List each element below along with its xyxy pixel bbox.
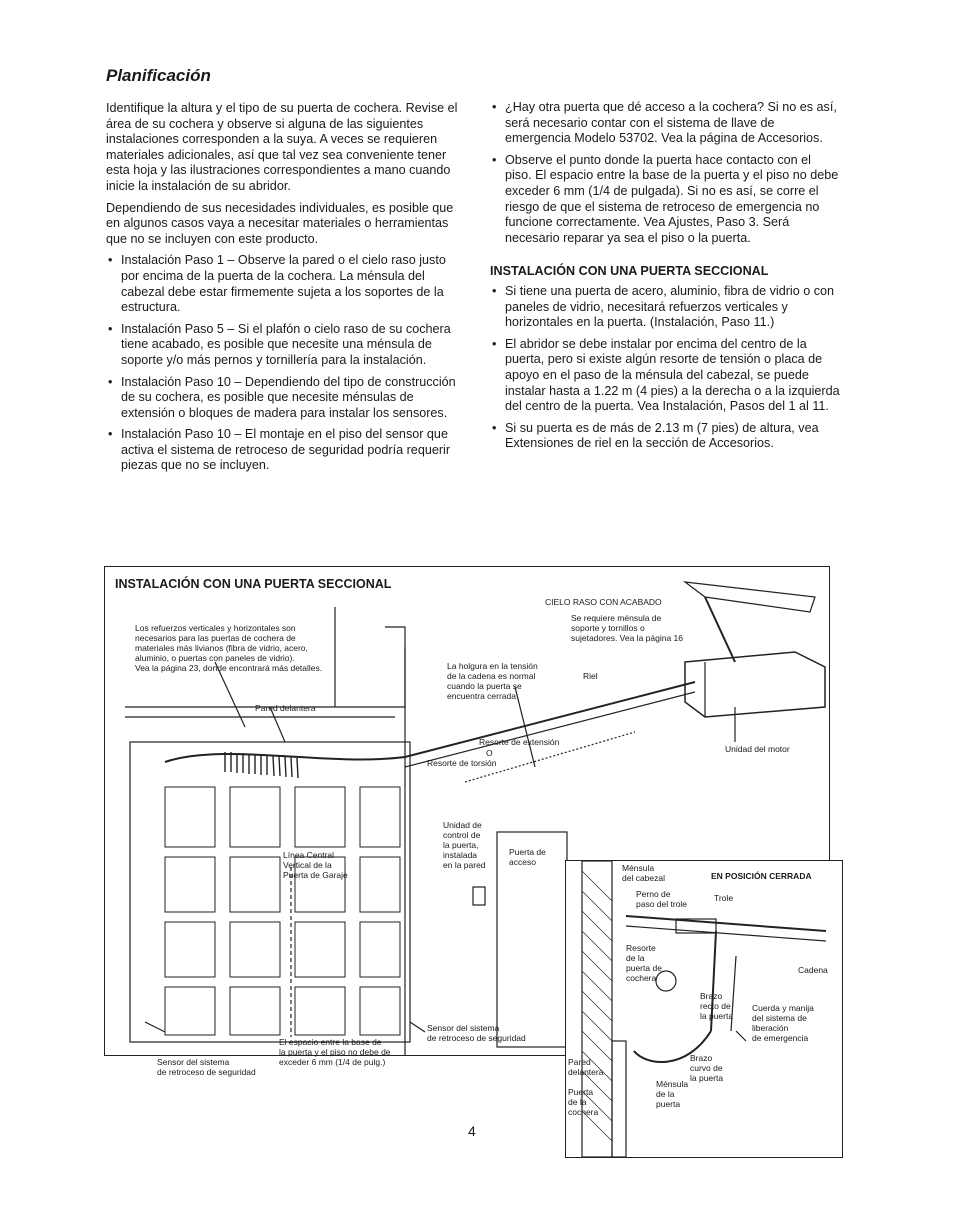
list-item: • Observe el punto donde la puerta hace contacto con el piso. El espacio entre la base de la puerta y el piso no debe exceder 6 mm (1/4 de pulgada). Si no es así, se corre el riesgo de que el sistema de retroceso de emergencia no funcione correctamente. Vea Ajustes, Paso 3. Será necesario reparar ya sea el piso o la puerta. (490, 153, 840, 247)
list-item: • Si su puerta es de más de 2.13 m (7 pies) de altura, vea Extensiones de riel en la sección de Accesorios. (490, 421, 840, 452)
list-item: • Instalación Paso 10 – Dependiendo del tipo de construcción de su cochera, es posible que necesite ménsulas de extensión o bloques de madera para instalar los sensores. (106, 375, 458, 422)
floor-gap-note: El espacio entre la base de la puerta y el piso no debe de exceder 6 mm (1/4 de pulg.) (279, 1037, 391, 1067)
chain-label: Cadena (798, 965, 828, 975)
door-bracket-label: Ménsula de la puerta (656, 1079, 689, 1109)
installation-notes-list (106, 253, 458, 474)
left-column (106, 101, 458, 480)
intro-paragraph: Identifique la altura y el tipo de su puerta de cochera. Revise el área de su cochera y observe si alguna de las siguientes instalaciones corresponden a la suya. A veces se requieren materiales adicionales, así que tal vez sea conveniente tener esta hoja y las ilustraciones correspondientes a mano cuando inicie la instalación de su abridor. (106, 101, 458, 193)
closed-position-inset (565, 860, 843, 1158)
intro-paragraph: Dependiendo de sus necesidades individuales, es posible que en algunos casos vaya a necesitar materiales o herramientas que no se incluyen con este producto. (106, 200, 454, 246)
straight-arm-label: Brazo recto de la puerta (700, 991, 734, 1021)
motor-unit-label: Unidad del motor (725, 744, 790, 754)
reinforcement-note: Los refuerzos verticales y horizontales son necesarios para las puertas de cochera de materiales más livianos (fibra de vidrio, acero, aluminio, o puertas con paneles de vidrio). Vea la página 23, donde encontrará más detalles. (135, 623, 323, 673)
front-wall-label: Pared delantera (255, 703, 316, 713)
chain-slack-note: La holgura en la tensión de la cadena es normal cuando la puerta se encuentra cerrada (447, 661, 538, 701)
safety-sensor-label: Sensor del sistema de retroceso de seguridad (157, 1057, 256, 1077)
header-bracket-label: Ménsula del cabezal (622, 863, 666, 883)
section-subheading: INSTALACIÓN CON UNA PUERTA SECCIONAL (490, 264, 769, 279)
list-item: • Si tiene una puerta de acero, aluminio, fibra de vidrio o con paneles de vidrio, necesitará refuerzos verticales y horizontales en la puerta. (Instalación, Paso 11.) (490, 284, 840, 331)
page-heading: Planificación (106, 66, 211, 85)
support-bracket-note: Se requiere ménsula de soporte y tornillos o sujetadores. Vea la página 16 (571, 613, 684, 643)
finished-ceiling-label: CIELO RASO CON ACABADO (545, 597, 662, 607)
list-item: • Instalación Paso 10 – El montaje en el piso del sensor que activa el sistema de retroceso de seguridad podría requerir piezas que no se incluyen. (106, 427, 458, 474)
centerline-label: Línea Central Vertical de la Puerta de Garaje (283, 850, 348, 880)
trolley-label: Trole (714, 893, 734, 903)
release-cord-label: Cuerda y manija del sistema de liberación de emergencia (752, 1003, 814, 1043)
safety-sensor-label: Sensor del sistema de retroceso de seguridad (427, 1023, 526, 1043)
access-door-label: Puerta de acceso (509, 847, 546, 867)
rail-label: Riel (583, 671, 598, 681)
sectional-door-list (490, 284, 840, 452)
list-item: • ¿Hay otra puerta que dé acceso a la cochera? Si no es así, será necesario contar con el sistema de llave de emergencia Modelo 53702. Vea la página de Accesorios. (490, 100, 840, 147)
or-label: O (486, 748, 493, 758)
garage-door-label: Puerta de la cochera (568, 1087, 599, 1117)
page-number: 4 (468, 1123, 476, 1139)
checks-list (490, 100, 840, 246)
front-wall-label: Pared delantera (568, 1057, 604, 1077)
list-item: • Instalación Paso 1 – Observe la pared o el cielo raso justo por encima de la puerta de la cochera. La ménsula del cabezal debe estar firmemente sujeta a los soportes de la estructura. (106, 253, 458, 315)
inset-title: EN POSICIÓN CERRADA (711, 871, 812, 881)
figure-title: INSTALACIÓN CON UNA PUERTA SECCIONAL (115, 577, 392, 591)
door-spring-label: Resorte de la puerta de cochera (626, 943, 662, 983)
curved-arm-label: Brazo curvo de la puerta (690, 1053, 724, 1083)
list-item: • Instalación Paso 5 – Si el plafón o cielo raso de su cochera tiene acabado, es posible que necesite una ménsula de soporte y/o más pernos y tornillería para la instalación. (106, 322, 458, 369)
wall-control-label: Unidad de control de la puerta, instalada en la pared (443, 820, 486, 870)
trolley-pin-label: Perno de paso del trole (636, 889, 688, 909)
right-column (490, 100, 840, 458)
torsion-spring-label: Resorte de torsión (427, 758, 497, 768)
list-item: • El abridor se debe instalar por encima del centro de la puerta, pero si existe algún resorte de tensión o placa de apoyo en el paso de la ménsula del cabezal, se puede instalar hasta a 1.22 m (4 pies) a la derecha o a la izquierda del centro de la puerta. Vea Instalación, Pasos del 1 al 11. (490, 337, 840, 415)
extension-spring-label: Resorte de extensión (479, 737, 560, 747)
